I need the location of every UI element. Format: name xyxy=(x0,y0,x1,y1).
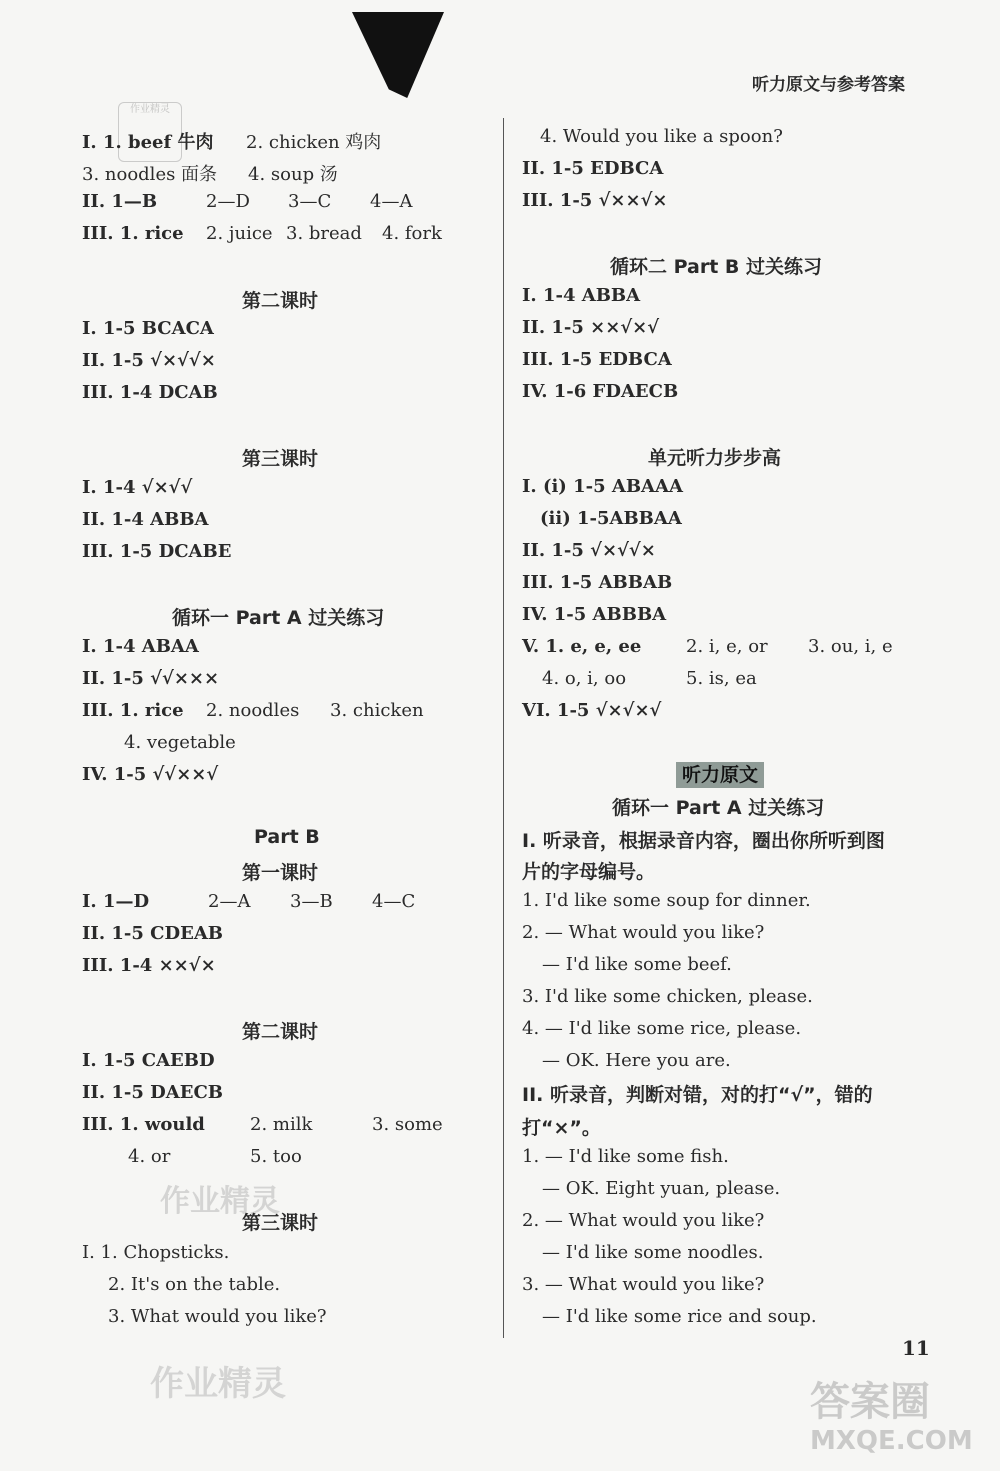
answer-line: II. 1-5 √×√√× xyxy=(82,350,216,371)
answer-line: III. 1. rice xyxy=(82,223,184,244)
watermark-url: MXQE.COM xyxy=(810,1426,973,1456)
script-line: — OK. Eight yuan, please. xyxy=(542,1178,781,1199)
answer-line: IV. 1-5 ABBBA xyxy=(522,604,667,625)
section-heading: 第一课时 xyxy=(242,862,319,884)
answer-line: 4. fork xyxy=(382,223,442,244)
answer-line: 4. o, i, oo xyxy=(542,668,627,689)
answer-line: II. 1-5 √√××× xyxy=(82,668,220,689)
section-heading: 第三课时 xyxy=(242,448,319,470)
answer-line: I. 1-5 CAEBD xyxy=(82,1050,215,1071)
answer-line: I. 1. Chopsticks. xyxy=(82,1242,230,1263)
instruction-line: II. 听录音，判断对错，对的打“√”，错的 xyxy=(522,1084,873,1106)
section-heading: 第二课时 xyxy=(242,1021,319,1043)
answer-line: I. 1-5 BCACA xyxy=(82,318,214,339)
answer-line: V. 1. e, e, ee xyxy=(522,636,642,657)
answer-line: II. 1-5 DAECB xyxy=(82,1082,223,1103)
page-header-title: 听力原文与参考答案 xyxy=(752,75,905,95)
answer-line: 5. too xyxy=(250,1146,302,1167)
faint-watermark: 作业精灵 xyxy=(160,1184,280,1219)
answer-line: 3. What would you like? xyxy=(108,1306,327,1327)
section-heading: 第二课时 xyxy=(242,290,319,312)
answer-line: II. 1—B xyxy=(82,191,158,212)
answer-line: 4—A xyxy=(370,191,413,212)
section-heading: 循环二 Part B 过关练习 xyxy=(610,256,823,278)
answer-line: III. 1. would xyxy=(82,1114,205,1135)
answer-line: III. 1-4 DCAB xyxy=(82,382,218,403)
instruction-line: 片的字母编号。 xyxy=(522,861,656,883)
site-watermark xyxy=(810,1380,990,1465)
answer-line: I. (i) 1-5 ABAAA xyxy=(522,476,683,497)
script-line: 3. I'd like some chicken, please. xyxy=(522,986,813,1007)
answer-line: II. 1-5 √×√√× xyxy=(522,540,656,561)
answer-line: I. 1. beef 牛肉 xyxy=(82,132,214,153)
answer-line: I. 1-4 ABAA xyxy=(82,636,199,657)
page-number: 11 xyxy=(902,1336,930,1360)
answer-line: 2—D xyxy=(206,191,250,212)
script-line: 4. — I'd like some rice, please. xyxy=(522,1018,802,1039)
answer-line: 5. is, ea xyxy=(686,668,757,689)
section-heading: 循环一 Part A 过关练习 xyxy=(172,607,385,629)
instruction-line: 打“×”。 xyxy=(522,1117,601,1139)
answer-line: VI. 1-5 √×√×√ xyxy=(522,700,662,721)
section-heading: Part B xyxy=(254,826,320,848)
answer-line: 4. or xyxy=(128,1146,171,1167)
script-line: — I'd like some noodles. xyxy=(542,1242,764,1263)
answer-line: III. 1-4 ××√× xyxy=(82,955,216,976)
answer-line: III. 1-5 ABBAB xyxy=(522,572,673,593)
answer-line: 2. chicken 鸡肉 xyxy=(246,132,382,153)
script-line: 1. — I'd like some fish. xyxy=(522,1146,729,1167)
faint-watermark: 作业精灵 xyxy=(150,1364,286,1404)
answer-line: 4. Would you like a spoon? xyxy=(540,126,783,147)
answer-line: III. 1-5 √××√× xyxy=(522,190,668,211)
section-heading: 循环一 Part A 过关练习 xyxy=(612,797,825,819)
answer-line: IV. 1-5 √√××√ xyxy=(82,764,219,785)
column-divider xyxy=(503,118,504,1338)
instruction-line: I. 听录音，根据录音内容，圈出你所听到图 xyxy=(522,830,885,852)
script-line: — I'd like some rice and soup. xyxy=(542,1306,817,1327)
answer-line: 3. noodles 面条 xyxy=(82,164,218,185)
answer-line: 2. juice xyxy=(206,223,273,244)
answer-line: 3—B xyxy=(290,891,333,912)
section-heading: 第三课时 xyxy=(242,1212,319,1234)
answer-line: II. 1-5 EDBCA xyxy=(522,158,664,179)
answer-line: 3. ou, i, e xyxy=(808,636,893,657)
answer-line: I. 1—D xyxy=(82,891,150,912)
answer-line: II. 1-4 ABBA xyxy=(82,509,209,530)
answer-line: 3. chicken xyxy=(330,700,424,721)
script-line: 3. — What would you like? xyxy=(522,1274,765,1295)
answer-line: III. 1-5 DCABE xyxy=(82,541,232,562)
answer-line: 2. noodles xyxy=(206,700,300,721)
answer-line: IV. 1-6 FDAECB xyxy=(522,381,679,402)
section-heading: 单元听力步步高 xyxy=(648,447,782,469)
answer-line: III. 1-5 EDBCA xyxy=(522,349,672,370)
script-line: 2. — What would you like? xyxy=(522,922,765,943)
answer-line: 2. It's on the table. xyxy=(108,1274,281,1295)
answer-line: 2. i, e, or xyxy=(686,636,768,657)
answer-line: I. 1-4 √×√√ xyxy=(82,477,193,498)
watermark-logo-text: 答案圈 xyxy=(810,1379,930,1425)
black-page-tab xyxy=(352,12,444,98)
script-line: 1. I'd like some soup for dinner. xyxy=(522,890,811,911)
answer-line: 4—C xyxy=(372,891,416,912)
script-line: — OK. Here you are. xyxy=(542,1050,731,1071)
script-line: — I'd like some beef. xyxy=(542,954,732,975)
answer-line: 4. vegetable xyxy=(124,732,236,753)
answer-line: I. 1-4 ABBA xyxy=(522,285,641,306)
listening-script-heading: 听力原文 xyxy=(676,760,764,787)
answer-line: 3—C xyxy=(288,191,332,212)
answer-line: 2—A xyxy=(208,891,251,912)
answer-line: (ii) 1-5ABBAA xyxy=(540,508,682,529)
answer-line: II. 1-5 ××√×√ xyxy=(522,317,660,338)
answer-line: 3. some xyxy=(372,1114,443,1135)
answer-line: II. 1-5 CDEAB xyxy=(82,923,223,944)
answer-line: III. 1. rice xyxy=(82,700,184,721)
answer-line: 2. milk xyxy=(250,1114,313,1135)
script-line: 2. — What would you like? xyxy=(522,1210,765,1231)
stamp-watermark: 作业精灵 xyxy=(118,102,182,162)
answer-line: 3. bread xyxy=(286,223,362,244)
answer-line: 4. soup 汤 xyxy=(248,164,338,185)
